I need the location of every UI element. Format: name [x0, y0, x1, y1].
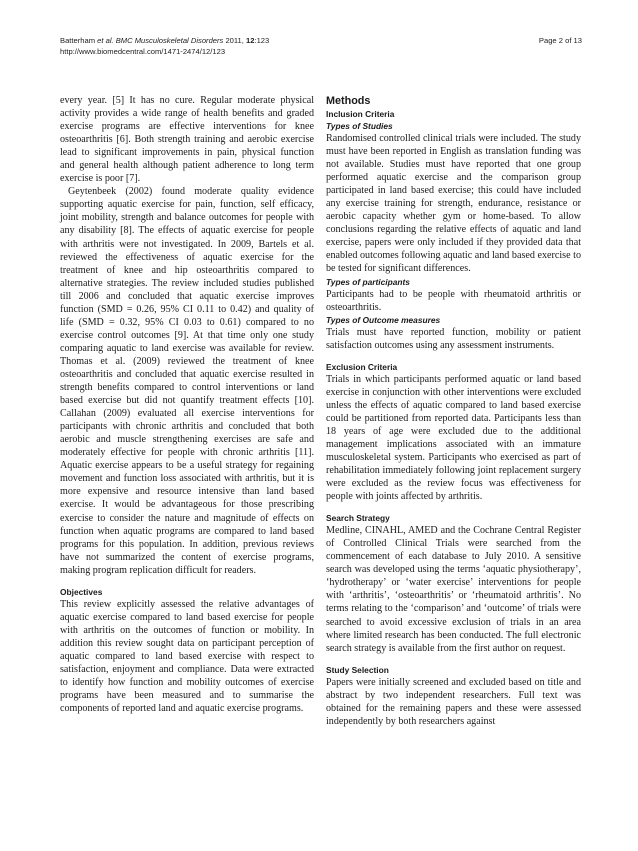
- page-number: Page 2 of 13: [538, 36, 582, 45]
- methods-heading: Methods: [326, 95, 371, 107]
- exclusion-heading: Exclusion Criteria: [326, 361, 398, 372]
- intro-paragraph-1: every year. [5] It has no cure. Regular moderate physical activity provides a wide range of health benefits and graded exercise programs are effective interventions for knee osteoarthritis [6]. Both strength training and aerobic exercise lead to significant improvements in pain, physical function and general health although patient adherence to long term exercise is poor [7].: [60, 95, 314, 185]
- search-strategy-heading: Search Strategy: [326, 513, 390, 524]
- left-column: [60, 94, 314, 715]
- types-studies-text: Randomised controlled clinical trials were included. The study must have been reported in English as translation funding was not available. Studies must have reported that one group performed aquatic exercise and the comparison group participated in land based exercise; this could have included any exercise training for strength, endurance, resistance or aerobic capacity whether gym or home-based. To allow conclusions regarding the relative effects of aquatic and land exercise, papers were only included if they provided data that enabled outcomes following aquatic and land based exercise to be tested for significant differences.: [326, 133, 581, 275]
- search-strategy-text: Medline, CINAHL, AMED and the Cochrane Central Register of Controlled Clinical Trials were searched from the commencement of each database to July 2010. A sensitive search was developed using the terms ‘aquatic physiotherapy’, ‘hydrotherapy’ or ‘water exercise’ interventions for people with ‘arthritis’, ‘osteoarthritis’ or ‘rheumatoid arthritis’. No terms relating to the ‘comparison’ and ‘outcome’ of trials were searched to avoid excessive exclusion of trials in an area where limited research has been conducted. The full electronic search strategy is available from the first author on request.: [326, 525, 581, 654]
- citation-pages: :123: [254, 36, 270, 45]
- types-outcome-text: Trials must have reported function, mobility or patient satisfaction outcomes using any assessment instruments.: [326, 326, 581, 351]
- citation-authors: Batterham: [60, 36, 98, 45]
- types-outcome-heading: Types of Outcome measures: [326, 314, 441, 325]
- right-column: [326, 94, 581, 728]
- citation-year: 2011,: [223, 36, 247, 45]
- article-url[interactable]: http://www.biomedcentral.com/1471-2474/12/123: [60, 47, 226, 56]
- types-participants-text: Participants had to be people with rheumatoid arthritis or osteoarthritis.: [326, 288, 581, 313]
- study-selection-text: Papers were initially screened and excluded based on title and abstract by two independent researchers. Full text was obtained for the remaining papers and these were assessed independently by both researchers against: [326, 676, 581, 727]
- citation-line: [60, 35, 582, 46]
- exclusion-text: Trials in which participants performed aquatic or land based exercise in conjunction with other interventions were excluded unless the effects of aquatic compared to land based exercise could be partitioned from reported data. Participants less than 18 years of age were excluded due to the additional management implications associated with an immature musculoskeletal system. Participants who exercised as part of rehabilitation immediately following joint replacement surgery were excluded as the review focus was effectiveness for people with joints affected by arthritis.: [326, 373, 581, 503]
- running-header: [60, 35, 582, 57]
- citation-journal: et al. BMC Musculoskeletal Disorders: [97, 36, 224, 45]
- intro-paragraph-2: Geytenbeek (2002) found moderate quality evidence supporting aquatic exercise for pain, function, self efficacy, joint mobility, strength and balance outcomes for people with any disability [8]. The effects of aquatic exercise for people with arthritis were not investigated. In 2009, Bartels et al. reviewed the effectiveness of aquatic exercise for the treatment of knee and hip osteoarthritis compared to alternative strategies. The review included studies published till 2006 and concluded that aquatic exercise improves function (SMD = 0.26, 95% CI 0.11 to 0.42) and quality of life (SMD = 0.32, 95% CI 0.03 to 0.61) compared to no exercise control outcomes [9]. At that time only one study comparing aquatic to land exercise was available for review. Thomas et al. (2009) reviewed the treatment of knee osteoarthritis and concluded that aquatic exercise resulted in strength benefits compared to control interventions or land based exercise but did not quantify treatment effects [10]. Callahan (2009) evaluated all exercise interventions for participants with chronic arthritis and concluded that both aerobic and muscle strengthening exercises are safe and moderately effective for people with chronic arthritis [11]. Aquatic exercise appears to be a useful strategy for regaining movement and function loss associated with arthritis, but it is more expensive and resource intensive than land based exercise. It would be advantageous for those prescribing exercise to consider the nature and magnitude of effects on function when aquatic programs are compared to land based programs for this population. In addition, previous reviews have not summarized the content of exercise programs, making program replication difficult for readers.: [60, 186, 314, 576]
- types-studies-heading: Types of Studies: [326, 121, 393, 131]
- citation-volume: 12: [246, 36, 255, 45]
- study-selection-heading: Study Selection: [326, 664, 389, 675]
- inclusion-heading: Inclusion Criteria: [326, 109, 395, 119]
- objectives-text: This review explicitly assessed the relative advantages of aquatic exercise compared to land based exercise for people with arthritis on the outcomes of function or mobility. In addition this review sought data on participant perception of aquatic compared to land based exercise with respect to satisfaction, enjoyment and compliance. Data were extracted to identify how function and mobility outcomes of exercise programs have been measured and to summarise the components of reported land and aquatic exercise programs.: [60, 598, 314, 715]
- types-participants-heading: Types of participants: [326, 276, 410, 287]
- objectives-heading: Objectives: [60, 586, 103, 597]
